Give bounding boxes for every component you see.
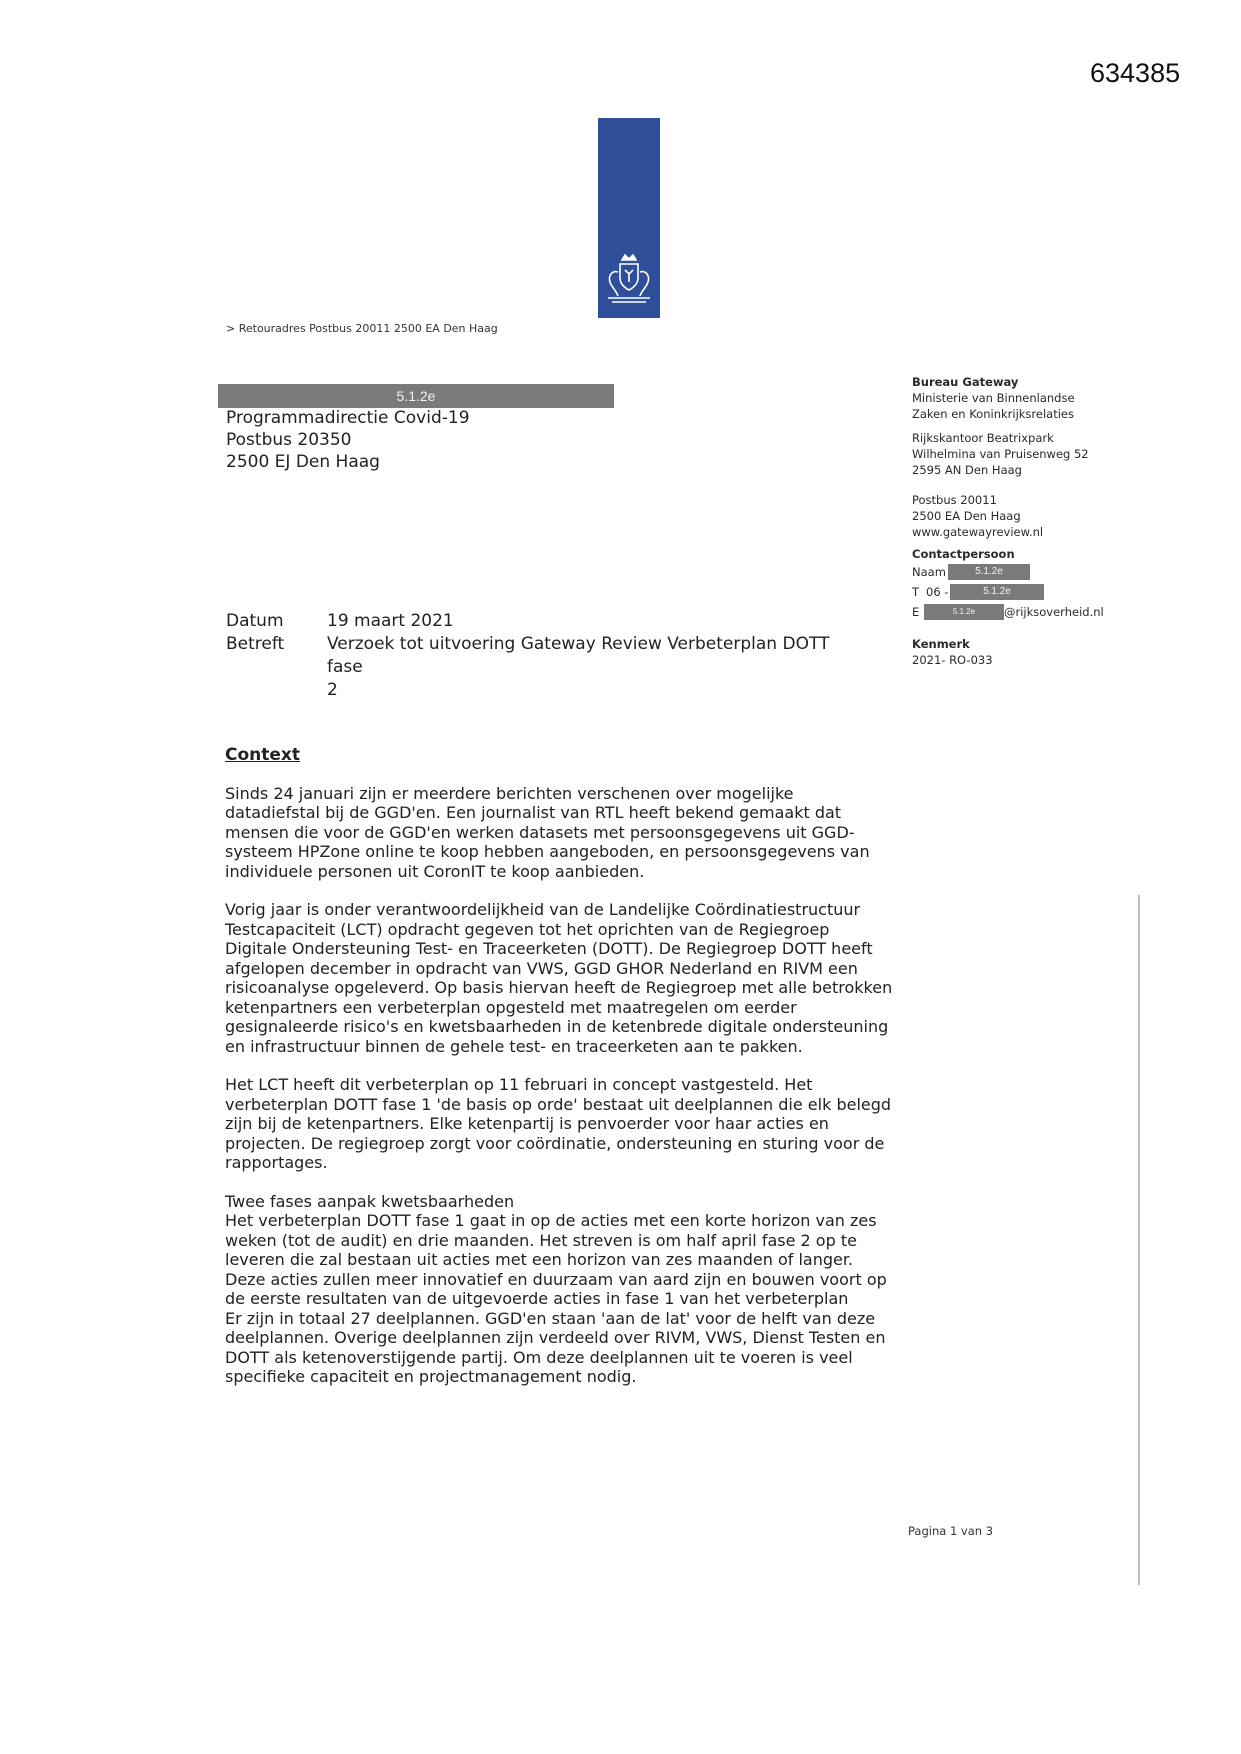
text-line: risicoanalyse opgeleverd. Op basis hiervan heeft de Regiegroep met alle betrokken	[225, 978, 893, 997]
betreft-label: Betreft	[226, 634, 285, 654]
office-line: Wilhelmina van Pruisenweg 52	[912, 447, 1089, 461]
subheading: Twee fases aanpak kwetsbaarheden	[225, 1191, 515, 1211]
recipient-line: Programmadirectie Covid-19	[226, 408, 470, 428]
royal-coat-of-arms-icon	[600, 252, 658, 306]
text-line: leveren die zal bestaan uit acties met een horizon van zes maanden of langer.	[225, 1250, 854, 1269]
text-line: Deze acties zullen meer innovatief en duurzaam van aard zijn en bouwen voort op	[225, 1269, 887, 1289]
paragraph-1	[225, 784, 905, 882]
text-line: projecten. De regiegroep zorgt voor coördinatie, ondersteuning en sturing voor de	[225, 1133, 885, 1153]
section-heading: Context	[225, 745, 301, 765]
text-line: datadiefstal bij de GGD'en. Een journalist van RTL heeft bekend gemaakt dat	[225, 803, 842, 822]
betreft-line: 2	[327, 680, 338, 700]
document-number: 634385	[1090, 58, 1181, 88]
text-line: systeem HPZone online te koop hebben aangeboden, en persoonsgegevens van	[225, 842, 870, 861]
paragraph-4	[225, 1211, 905, 1387]
naam-redaction: 5.1.2e	[948, 564, 1030, 580]
betreft-value	[327, 633, 847, 702]
letter-meta	[226, 610, 847, 702]
text-line: gesignaleerde risico's en kwetsbaarheden in de ketenbrede digitale ondersteuning	[225, 1017, 889, 1036]
email-suffix: @rijksoverheid.nl	[1004, 605, 1104, 619]
text-line: Het LCT heeft dit verbeterplan op 11 februari in concept vastgesteld. Het	[225, 1075, 813, 1094]
text-line: zijn bij de ketenpartners. Elke ketenpartij is penvoerder voor haar acties en	[225, 1114, 829, 1133]
tel-redaction: 5.1.2e	[950, 584, 1044, 600]
text-line: individuele personen uit CoronIT te koop aanbieden.	[225, 861, 645, 881]
text-line: Vorig jaar is onder verantwoordelijkheid van de Landelijke Coördinatiestructuur	[225, 900, 861, 919]
email-redaction: 5.1.2e	[924, 604, 1004, 620]
sender-info-column	[912, 374, 1104, 668]
text-line: Sinds 24 januari zijn er meerdere berichten verschenen over mogelijke	[225, 783, 794, 803]
text-line: weken (tot de audit) en drie maanden. Het streven is om half april fase 2 op te	[225, 1230, 857, 1250]
text-line: Testcapaciteit (LCT) opdracht gegeven tot het oprichten van de Regiegroep	[225, 919, 830, 939]
page-number: Pagina 1 van 3	[908, 1524, 994, 1538]
text-line: deelplannen. Overige deelplannen zijn verdeeld over RIVM, VWS, Dienst Testen en	[225, 1328, 886, 1347]
datum-value: 19 maart 2021	[327, 611, 454, 631]
email-label: E	[912, 605, 920, 619]
text-line: specifieke capaciteit en projectmanagement nodig.	[225, 1367, 637, 1386]
website-link[interactable]: www.gatewayreview.nl	[912, 525, 1044, 539]
letter-body	[225, 746, 905, 1406]
text-line: Het verbeterplan DOTT fase 1 gaat in op de acties met een korte horizon van zes	[225, 1211, 877, 1230]
text-line: mensen die voor de GGD'en werken datasets met persoonsgegevens uit GGD-	[225, 822, 855, 842]
betreft-line: Verzoek tot uitvoering Gateway Review Verbeterplan DOTT fase	[327, 634, 830, 677]
ministry-line: Zaken en Koninkrijksrelaties	[912, 407, 1074, 421]
paragraph-2	[225, 900, 905, 1056]
recipient-line: 2500 EJ Den Haag	[226, 452, 380, 472]
recipient-address	[226, 407, 470, 473]
datum-label: Datum	[226, 611, 284, 631]
tel-label: T	[912, 585, 920, 599]
text-line: en infrastructuur binnen de gehele test- en traceerketen aan te pakken.	[225, 1036, 803, 1056]
text-line: Er zijn in totaal 27 deelplannen. GGD'en staan 'aan de lat' voor de helft van deze	[225, 1308, 876, 1328]
recipient-redaction: 5.1.2e	[218, 384, 614, 408]
scan-edge-line	[1138, 895, 1140, 1585]
return-address: > Retouradres Postbus 20011 2500 EA Den Haag	[226, 322, 498, 335]
postbus-line: Postbus 20011	[912, 493, 997, 507]
text-line: DOTT als ketenoverstijgende partij. Om deze deelplannen uit te voeren is veel	[225, 1347, 853, 1367]
text-line: ketenpartners een verbeterplan opgesteld met maatregelen om eerder	[225, 997, 797, 1017]
sender-name: Bureau Gateway	[912, 375, 1019, 389]
office-line: 2595 AN Den Haag	[912, 463, 1022, 477]
kenmerk-value: 2021- RO-033	[912, 653, 993, 667]
contact-label: Contactpersoon	[912, 547, 1015, 561]
text-line: de eerste resultaten van de uitgevoerde acties in fase 1 van het verbeterplan	[225, 1289, 849, 1308]
recipient-line: Postbus 20350	[226, 430, 352, 450]
text-line: afgelopen december in opdracht van VWS, GGD GHOR Nederland en RIVM een	[225, 958, 858, 978]
naam-label: Naam	[912, 565, 946, 579]
paragraph-3	[225, 1075, 905, 1173]
text-line: rapportages.	[225, 1153, 328, 1172]
office-line: Rijkskantoor Beatrixpark	[912, 431, 1054, 445]
tel-prefix: 06 -	[926, 585, 949, 599]
text-line: Digitale Ondersteuning Test- en Traceerketen (DOTT). De Regiegroep DOTT heeft	[225, 939, 873, 958]
kenmerk-label: Kenmerk	[912, 637, 970, 651]
text-line: verbeterplan DOTT fase 1 'de basis op orde' bestaat uit deelplannen die elk belegd	[225, 1094, 892, 1114]
ministry-line: Ministerie van Binnenlandse	[912, 391, 1075, 405]
postbus-line: 2500 EA Den Haag	[912, 509, 1021, 523]
